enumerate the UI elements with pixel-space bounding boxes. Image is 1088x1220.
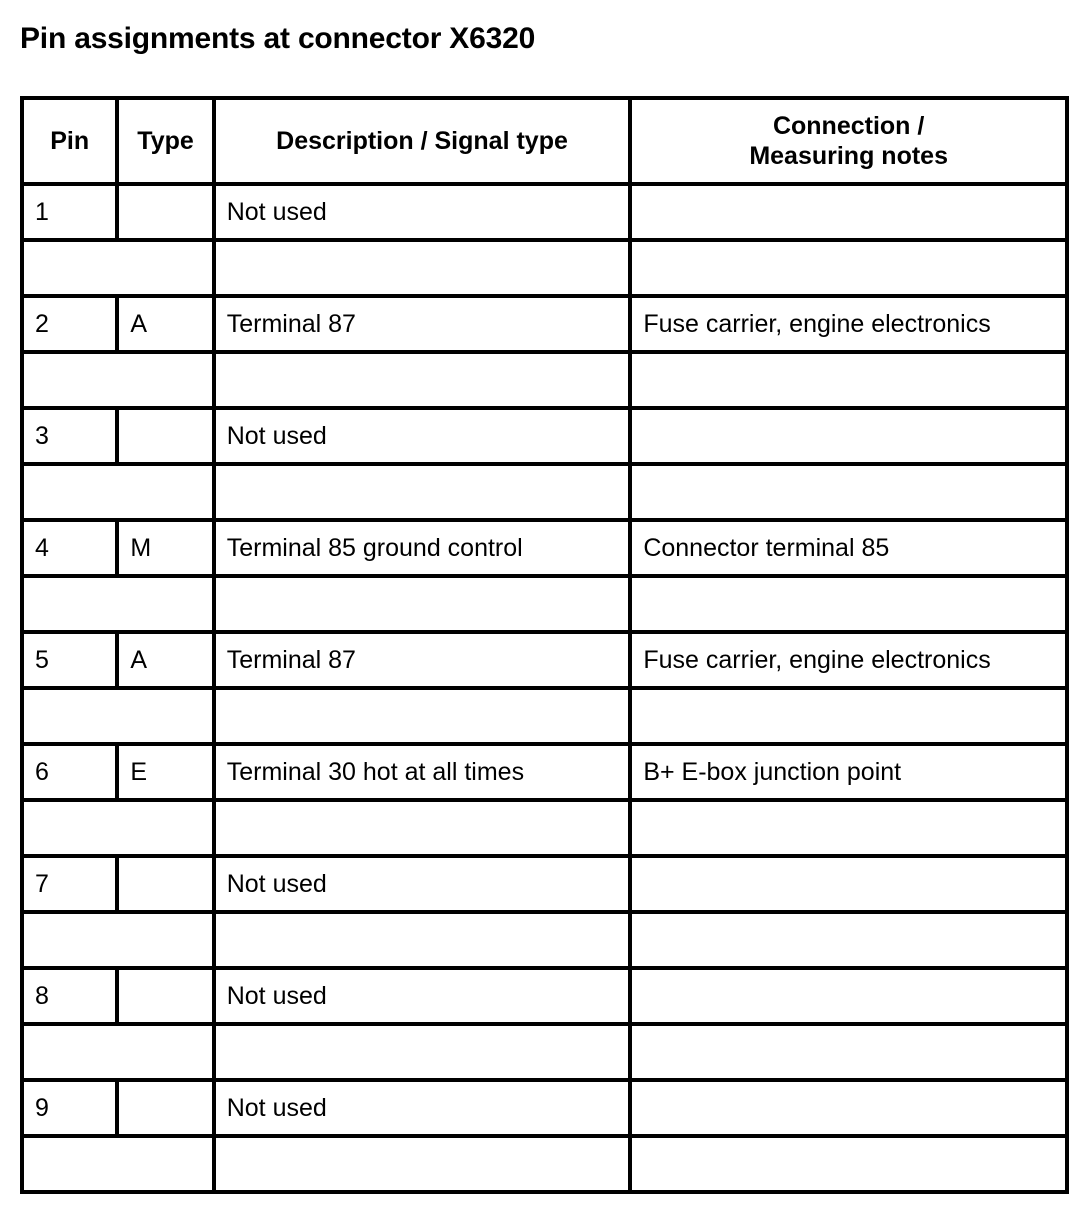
spacer-cell-connection: [630, 352, 1067, 408]
pin-cell: 2: [22, 296, 117, 352]
header-type: Type: [117, 98, 213, 184]
table-row: [22, 744, 1067, 800]
spacer-cell-description: [214, 800, 631, 856]
type-cell: [117, 184, 213, 240]
spacer-cell-pin-type: [22, 352, 214, 408]
table-row: [22, 968, 1067, 1024]
table-row: [22, 408, 1067, 464]
spacer-row: [22, 1024, 1067, 1080]
connection-cell: [630, 856, 1067, 912]
header-row: [22, 98, 1067, 184]
header-connection-line1: Connection /: [772, 112, 925, 140]
connection-cell: [630, 408, 1067, 464]
table-row: [22, 1080, 1067, 1136]
connection-cell: Fuse carrier, engine electronics: [630, 296, 1067, 352]
spacer-cell-description: [214, 912, 631, 968]
spacer-cell-description: [214, 464, 631, 520]
page-title: Pin assignments at connector X6320: [20, 22, 536, 55]
description-cell: Not used: [214, 1080, 631, 1136]
spacer-cell-connection: [630, 576, 1067, 632]
type-cell: A: [117, 632, 213, 688]
pin-cell: 5: [22, 632, 117, 688]
connection-cell: [630, 1080, 1067, 1136]
connection-cell: Connector terminal 85: [630, 520, 1067, 576]
spacer-cell-pin-type: [22, 576, 214, 632]
spacer-row: [22, 576, 1067, 632]
description-cell: Terminal 30 hot at all times: [214, 744, 631, 800]
pin-cell: 6: [22, 744, 117, 800]
spacer-row: [22, 1136, 1067, 1192]
header-connection: [630, 98, 1067, 184]
type-cell: [117, 856, 213, 912]
spacer-row: [22, 352, 1067, 408]
description-cell: Terminal 85 ground control: [214, 520, 631, 576]
type-cell: [117, 1080, 213, 1136]
spacer-cell-description: [214, 352, 631, 408]
description-cell: Terminal 87: [214, 632, 631, 688]
description-cell: Not used: [214, 968, 631, 1024]
spacer-cell-connection: [630, 800, 1067, 856]
spacer-cell-connection: [630, 1136, 1067, 1192]
type-cell: A: [117, 296, 213, 352]
description-cell: Not used: [214, 408, 631, 464]
pin-cell: 7: [22, 856, 117, 912]
spacer-row: [22, 688, 1067, 744]
table-body: [22, 184, 1067, 1192]
spacer-cell-connection: [630, 240, 1067, 296]
spacer-cell-pin-type: [22, 1024, 214, 1080]
description-cell: Not used: [214, 184, 631, 240]
pin-cell: 9: [22, 1080, 117, 1136]
spacer-row: [22, 800, 1067, 856]
spacer-row: [22, 464, 1067, 520]
table-row: [22, 856, 1067, 912]
spacer-cell-description: [214, 1024, 631, 1080]
connection-cell: [630, 968, 1067, 1024]
header-pin: Pin: [22, 98, 117, 184]
spacer-cell-description: [214, 688, 631, 744]
spacer-cell-pin-type: [22, 800, 214, 856]
connection-cell: [630, 184, 1067, 240]
spacer-cell-description: [214, 576, 631, 632]
table-row: [22, 632, 1067, 688]
pin-cell: 8: [22, 968, 117, 1024]
spacer-cell-connection: [630, 464, 1067, 520]
type-cell: E: [117, 744, 213, 800]
spacer-cell-connection: [630, 912, 1067, 968]
table-row: [22, 520, 1067, 576]
spacer-cell-pin-type: [22, 240, 214, 296]
spacer-cell-connection: [630, 688, 1067, 744]
spacer-cell-pin-type: [22, 912, 214, 968]
description-cell: Terminal 87: [214, 296, 631, 352]
pin-cell: 1: [22, 184, 117, 240]
spacer-cell-pin-type: [22, 1136, 214, 1192]
spacer-cell-pin-type: [22, 464, 214, 520]
spacer-cell-pin-type: [22, 688, 214, 744]
table-row: [22, 296, 1067, 352]
spacer-cell-description: [214, 1136, 631, 1192]
type-cell: [117, 968, 213, 1024]
spacer-cell-description: [214, 240, 631, 296]
connection-cell: B+ E-box junction point: [630, 744, 1067, 800]
pin-assignment-table: [20, 96, 1069, 1194]
connection-cell: Fuse carrier, engine electronics: [630, 632, 1067, 688]
pin-cell: 4: [22, 520, 117, 576]
description-cell: Not used: [214, 856, 631, 912]
spacer-row: [22, 912, 1067, 968]
header-connection-line2: Measuring notes: [749, 142, 948, 170]
spacer-row: [22, 240, 1067, 296]
header-description: Description / Signal type: [214, 98, 631, 184]
spacer-cell-connection: [630, 1024, 1067, 1080]
table-row: [22, 184, 1067, 240]
type-cell: [117, 408, 213, 464]
type-cell: M: [117, 520, 213, 576]
pin-cell: 3: [22, 408, 117, 464]
